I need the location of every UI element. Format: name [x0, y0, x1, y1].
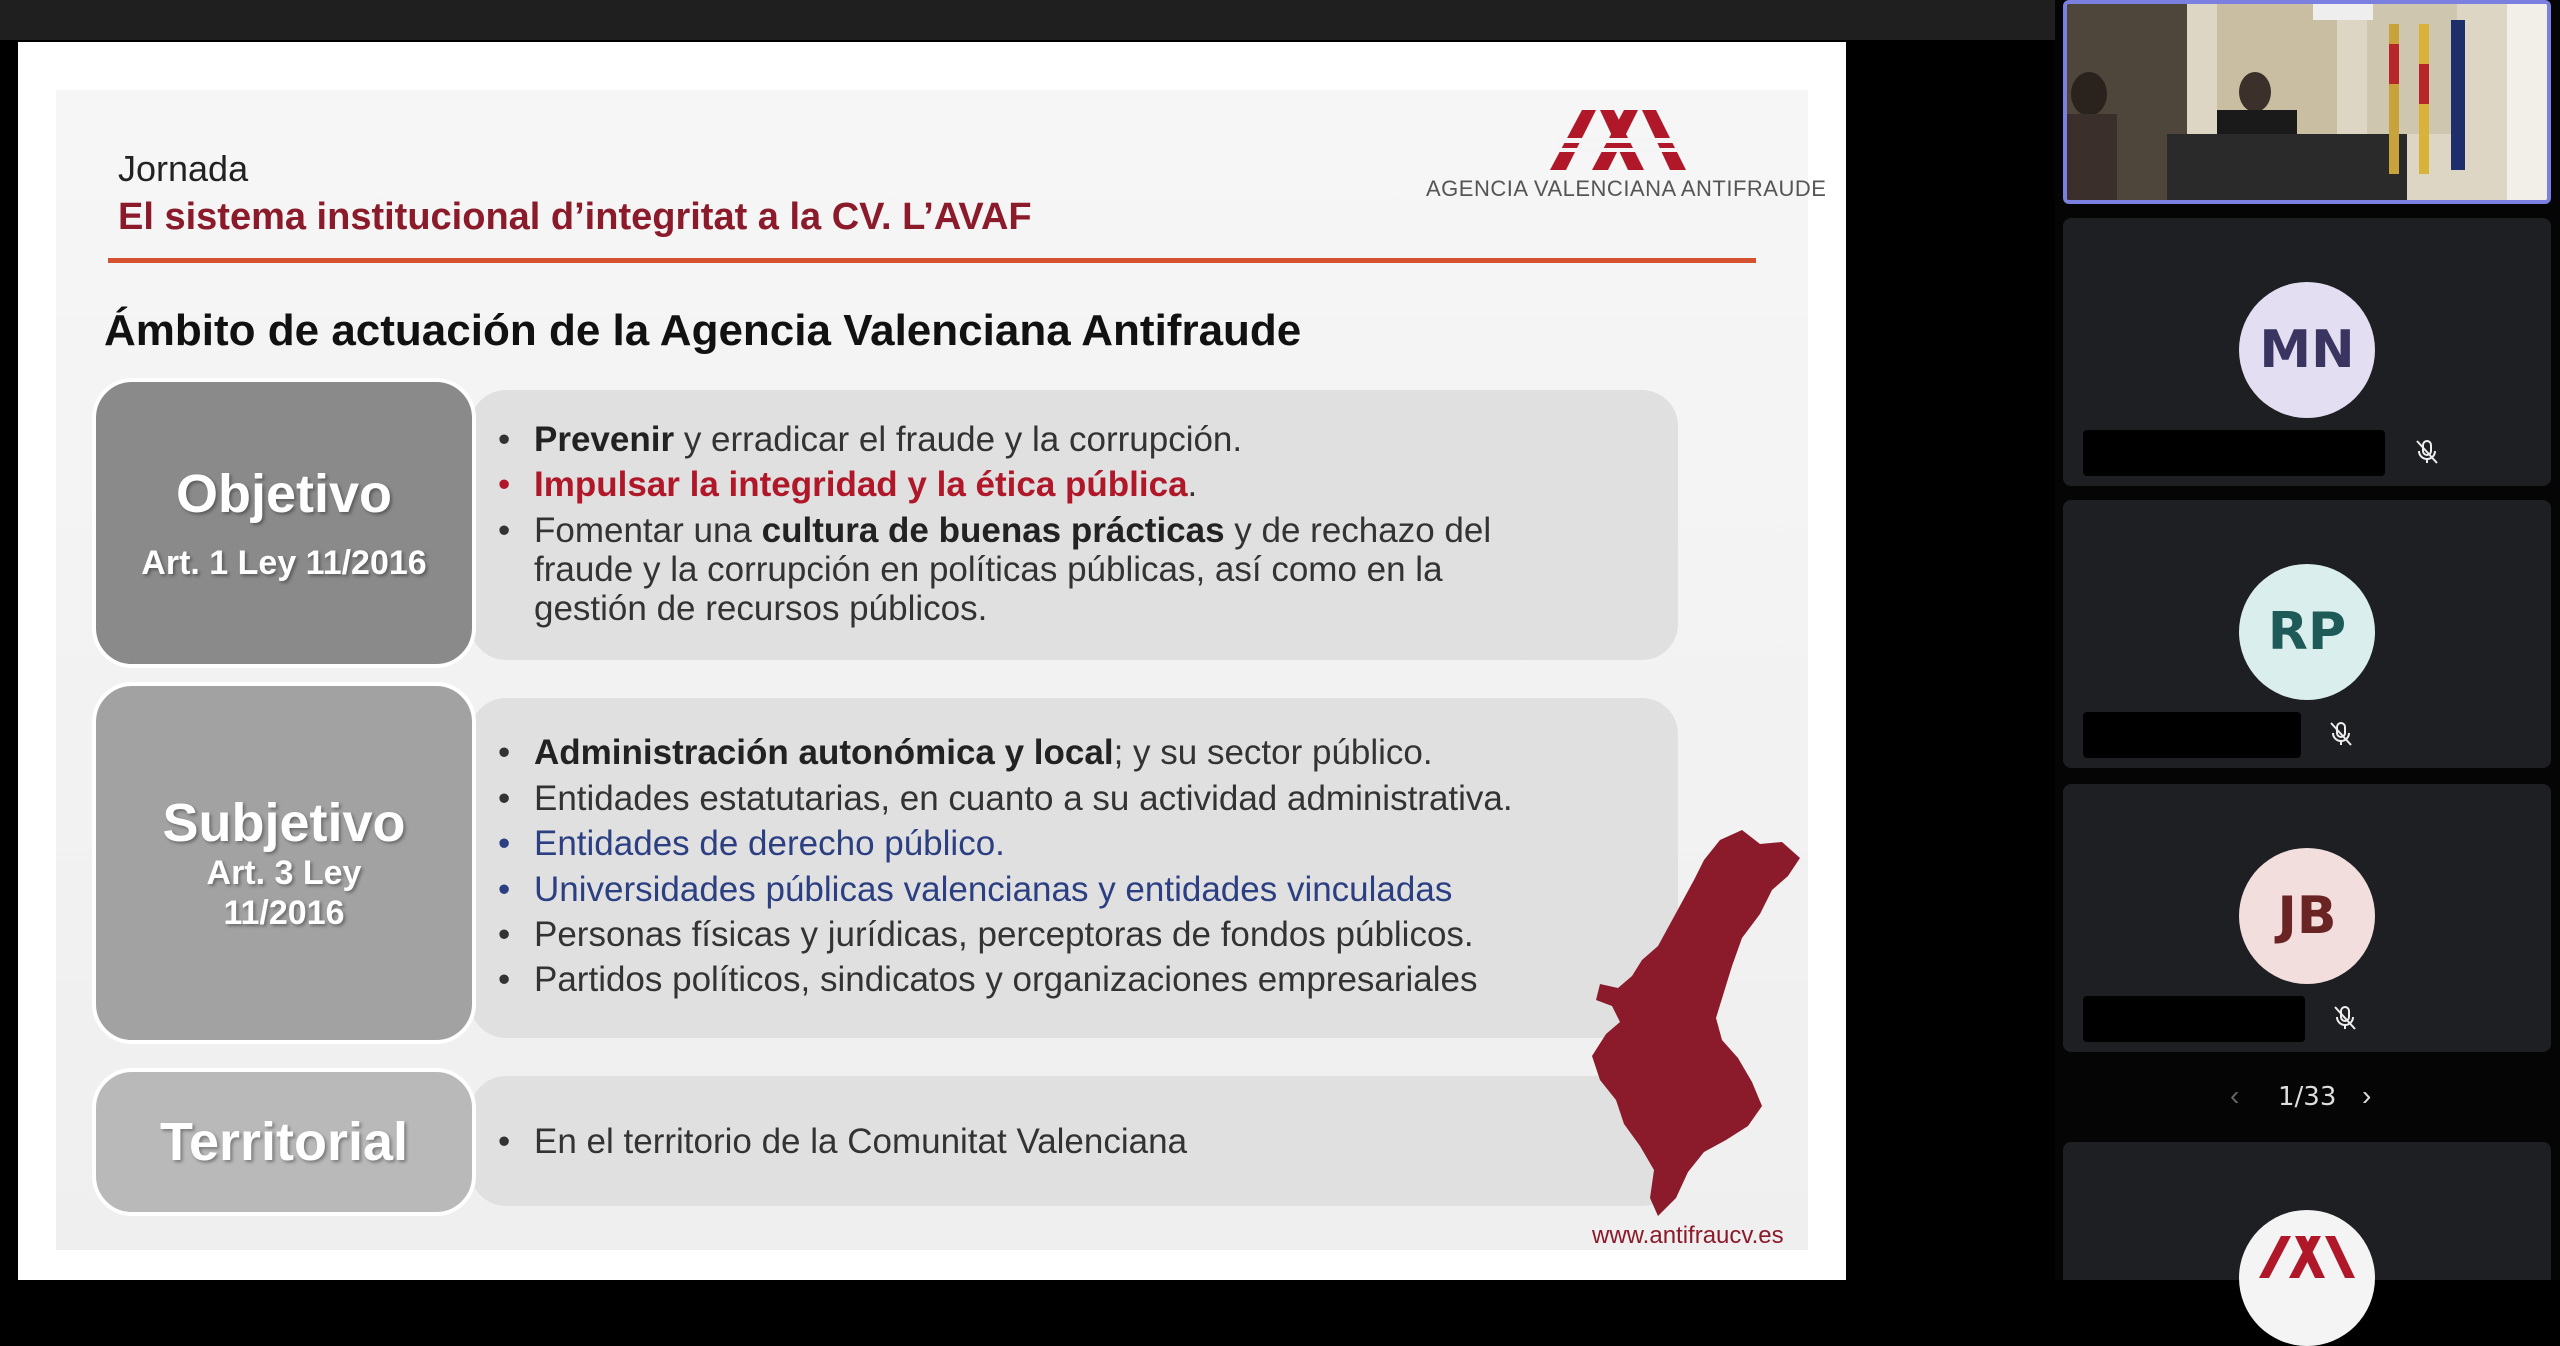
avaf-avatar	[2239, 1210, 2375, 1346]
valencia-map-icon	[1592, 828, 1812, 1223]
avaf-logo-icon	[1548, 108, 1688, 172]
objetivo-label: Objetivo	[175, 464, 393, 524]
subjetivo-label: Subjetivo	[162, 793, 406, 853]
subjetivo-law-reference-2: 11/2016	[223, 894, 345, 932]
participant-name-redacted	[2083, 430, 2385, 476]
previous-page-button[interactable]: ‹	[2230, 1080, 2240, 1111]
subjetivo-law-reference-1: Art. 3 Ley	[206, 854, 362, 892]
territorial-label: Territorial	[159, 1112, 409, 1172]
mic-muted-icon	[2407, 432, 2447, 472]
objetivo-law-reference: Art. 1 Ley 11/2016	[141, 544, 427, 582]
slide-title: El sistema institucional d’integritat a la CV. L’AVAF	[118, 196, 1032, 238]
page-count: 1/33	[2278, 1082, 2337, 1112]
slide-heading: Ámbito de actuación de la Agencia Valenciana Antifraude	[104, 306, 1302, 355]
window-top-bar	[0, 0, 2055, 40]
logo-text: AGENCIA VALENCIANA ANTIFRAUDE	[1426, 176, 1827, 201]
avatar: JB	[2239, 848, 2375, 984]
participant-tile-rp[interactable]	[2063, 500, 2551, 768]
participant-name-redacted	[2083, 996, 2305, 1042]
participant-tile-mn[interactable]	[2063, 218, 2551, 486]
participant-tile-avaf[interactable]	[2063, 1142, 2551, 1280]
next-page-button[interactable]: ›	[2362, 1080, 2372, 1111]
meeting-room-video-icon	[2067, 4, 2547, 200]
agency-website[interactable]: www.antifraucv.es	[1592, 1222, 1784, 1249]
participant-pager	[2230, 1080, 2390, 1120]
avaf-logo-icon	[2239, 1210, 2375, 1280]
subjetivo-label-box	[92, 682, 476, 1044]
title-divider	[108, 258, 1756, 263]
avatar: MN	[2239, 282, 2375, 418]
participant-tile-jb[interactable]	[2063, 784, 2551, 1052]
slide-event-label: Jornada	[118, 148, 249, 189]
mic-muted-icon	[2325, 998, 2365, 1038]
objetivo-label-box	[92, 378, 476, 668]
participant-name-redacted	[2083, 712, 2301, 758]
territorial-label-box	[92, 1068, 476, 1216]
avatar: RP	[2239, 564, 2375, 700]
agency-logo	[1420, 108, 1827, 208]
active-speaker-video[interactable]	[2063, 0, 2551, 204]
mic-muted-icon	[2321, 714, 2361, 754]
